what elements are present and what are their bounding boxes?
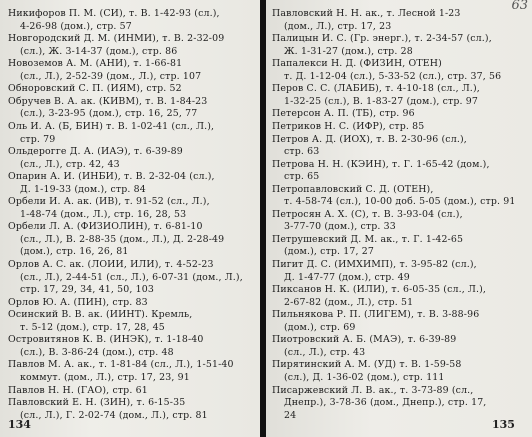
entry-line: (сл., Л.), Г. 2-02-74 (дом., Л.), стр. 81 <box>20 409 208 421</box>
entry-line: стр. 79 <box>20 133 56 145</box>
entry-line: Пильнякова Р. П. (ЛИГЕМ), т. В. 3-88-96 <box>272 309 480 321</box>
entry-line: Писаржевский Л. В. ак., т. 3-73-89 (сл., <box>272 384 474 396</box>
entry-line: (сл.), Д. 1-36-02 (дом.), стр. 111 <box>284 371 445 383</box>
entry-line: Д. 1-19-33 (дом.), стр. 84 <box>20 183 146 195</box>
entry-line: Обручев В. А. ак. (КИВМ), т. В. 1-84-23 <box>8 95 208 107</box>
entry-line: Пиотровский А. Б. (МАЭ), т. 6-39-89 <box>272 334 457 346</box>
entry-line: (сл., Л.), 2-52-39 (дом., Л.), стр. 107 <box>20 70 202 82</box>
entry-line: (сл.), 3-23-95 (дом.), стр. 16, 25, 77 <box>20 108 198 120</box>
entry-line: Петрова Н. Н. (КЭИН), т. Г. 1-65-42 (дом.), <box>272 158 490 170</box>
entry-line: Петриков Н. С. (ИФР), стр. 85 <box>272 120 425 132</box>
entry-line: Папалекси Н. Д. (ФИЗИН, ОТЕН) <box>272 58 442 70</box>
entry-line: Островитянов К. В. (ИНЭК), т. 1-18-40 <box>8 334 204 346</box>
entry-line: Пигит Д. С. (ИМХИМП), т. 3-95-82 (сл.), <box>272 259 477 270</box>
entry-line: Днепр.), 3-78-36 (дом., Днепр.), стр. 17, <box>284 397 487 409</box>
entry-line: Петросян А. Х. (С), т. В. 3-93-04 (сл.), <box>272 208 463 220</box>
entry-line: (дом.), стр. 16, 26, 81 <box>20 246 129 258</box>
entry-line: (сл.), Ж. 3-14-37 (дом.), стр. 86 <box>20 45 178 57</box>
entry-line: стр. 65 <box>284 171 320 183</box>
entry-line: (сл., Л.), В. 2-88-35 (дом., Л.), Д. 2-28-49 <box>20 233 225 245</box>
left-page-number: 134 <box>8 418 31 431</box>
entry-line: (сл.), В. 3-86-24 (дом.), стр. 48 <box>20 346 174 358</box>
entry-line: Павловский Н. Н. ак., т. Лесной 1-23 <box>272 8 461 19</box>
entry-line: Палицын И. С. (Гр. энерг.), т. 2-34-57 (сл.), <box>272 33 492 45</box>
entry-line: (сл., Л.), 2-44-51 (сл., Л.), 6-07-31 (дом., Л.), <box>20 271 243 283</box>
entry-line: стр. 17, 29, 34, 41, 50, 103 <box>20 284 154 296</box>
entry-line: (дом.), стр. 17, 27 <box>284 246 375 258</box>
entry-line: Ольдерогге Д. А. (ИАЭ), т. 6-39-89 <box>8 146 183 158</box>
entry-line: Петрушевский Д. М. ак., т. Г. 1-42-65 <box>272 233 464 245</box>
entry-line: 2-67-82 (дом., Л.), стр. 51 <box>284 296 414 308</box>
entry-line: Павлов М. А. ак., т. 1-81-84 (сл., Л.), 1-51-40 <box>8 359 234 371</box>
right-page <box>266 0 532 437</box>
entry-line: Д. 1-47-77 (дом.), стр. 49 <box>284 271 410 283</box>
entry-line: Павловский Е. Н. (ЗИН), т. 6-15-35 <box>8 397 186 409</box>
left-page <box>0 0 260 437</box>
entry-line: Орбели И. А. ак. (ИВ), т. 91-52 (сл., Л.), <box>8 196 210 208</box>
right-page-number: 135 <box>492 418 515 431</box>
entry-line: Петров А. Д. (ИОХ), т. В. 2-30-96 (сл.), <box>272 133 467 145</box>
entry-line: (сл., Л.), стр. 42, 43 <box>20 158 120 170</box>
entry-line: (дом., Л.), стр. 17, 23 <box>284 20 392 32</box>
entry-line: стр. 63 <box>284 146 320 158</box>
entry-line: т. 5-12 (дом.), стр. 17, 28, 45 <box>20 321 165 333</box>
entry-line: (сл., Л.), стр. 43 <box>284 346 366 358</box>
entry-line: Оль И. А. (Б, БИН) т. В. 1-02-41 (сл., Л.), <box>8 120 215 132</box>
entry-line: Петропавловский С. Д. (ОТЕН), <box>272 183 434 195</box>
entry-line: Обноровский С. П. (ИЯМ), стр. 52 <box>8 83 182 95</box>
entry-line: Павлов Н. Н. (ГАО), стр. 61 <box>8 384 148 396</box>
entry-line: Осинский В. В. ак. (ИИНТ). Кремль, <box>8 309 193 321</box>
entry-line: Новоземов А. М. (АНИ), т. 1-66-81 <box>8 58 183 70</box>
entry-line: Орбели Л. А. (ФИЗИОЛИН), т. 6-81-10 <box>8 221 203 233</box>
entry-line: Новгородский Д. М. (ИНМИ), т. В. 2-32-09 <box>8 33 225 45</box>
entry-line: Пирятинский А. М. (УД) т. В. 1-59-58 <box>272 359 462 371</box>
handwritten-margin-mark: 63 <box>511 0 528 13</box>
entry-line: Орлов Ю. А. (ПИН), стр. 83 <box>8 296 148 308</box>
entry-line: коммут. (дом., Л.), стр. 17, 23, 91 <box>20 371 190 383</box>
entry-line: Опарин А. И. (ИНБИ), т. В. 2-32-04 (сл.), <box>8 171 215 183</box>
entry-line: т. 4-58-74 (сл.), 10-00 доб. 5-05 (дом.), стр. 91 <box>284 196 516 208</box>
entry-line: 1-32-25 (сл.), В. 1-83-27 (дом.), стр. 97 <box>284 95 479 107</box>
entry-line: Петерсон А. П. (ТБ), стр. 96 <box>272 108 415 120</box>
entry-line: Перов С. С. (ЛАБИБ), т. 4-10-18 (сл., Л.), <box>272 83 480 95</box>
entry-line: т. Д. 1-12-04 (сл.), 5-33-52 (сл.), стр. 37, 56 <box>284 70 502 82</box>
entry-line: 1-48-74 (дом., Л.), стр. 16, 28, 53 <box>20 208 187 220</box>
entry-line: 24 <box>284 409 297 421</box>
entry-line: 3-77-70 (дом.), стр. 33 <box>284 221 396 233</box>
entry-line: (дом.), стр. 69 <box>284 321 356 333</box>
entry-line: Орлов А. С. ак. (ЛОИИ, ИЛИ), т. 4-52-23 <box>8 259 214 270</box>
entry-line: Никифоров П. М. (СИ), т. В. 1-42-93 (сл.), <box>8 8 220 19</box>
entry-line: 4-26-98 (дом.), стр. 57 <box>20 20 132 32</box>
entry-line: Ж. 1-31-27 (дом.), стр. 28 <box>284 45 413 57</box>
entry-line: Пиксанов Н. К. (ИЛИ), т. 6-05-35 (сл., Л.), <box>272 284 487 296</box>
